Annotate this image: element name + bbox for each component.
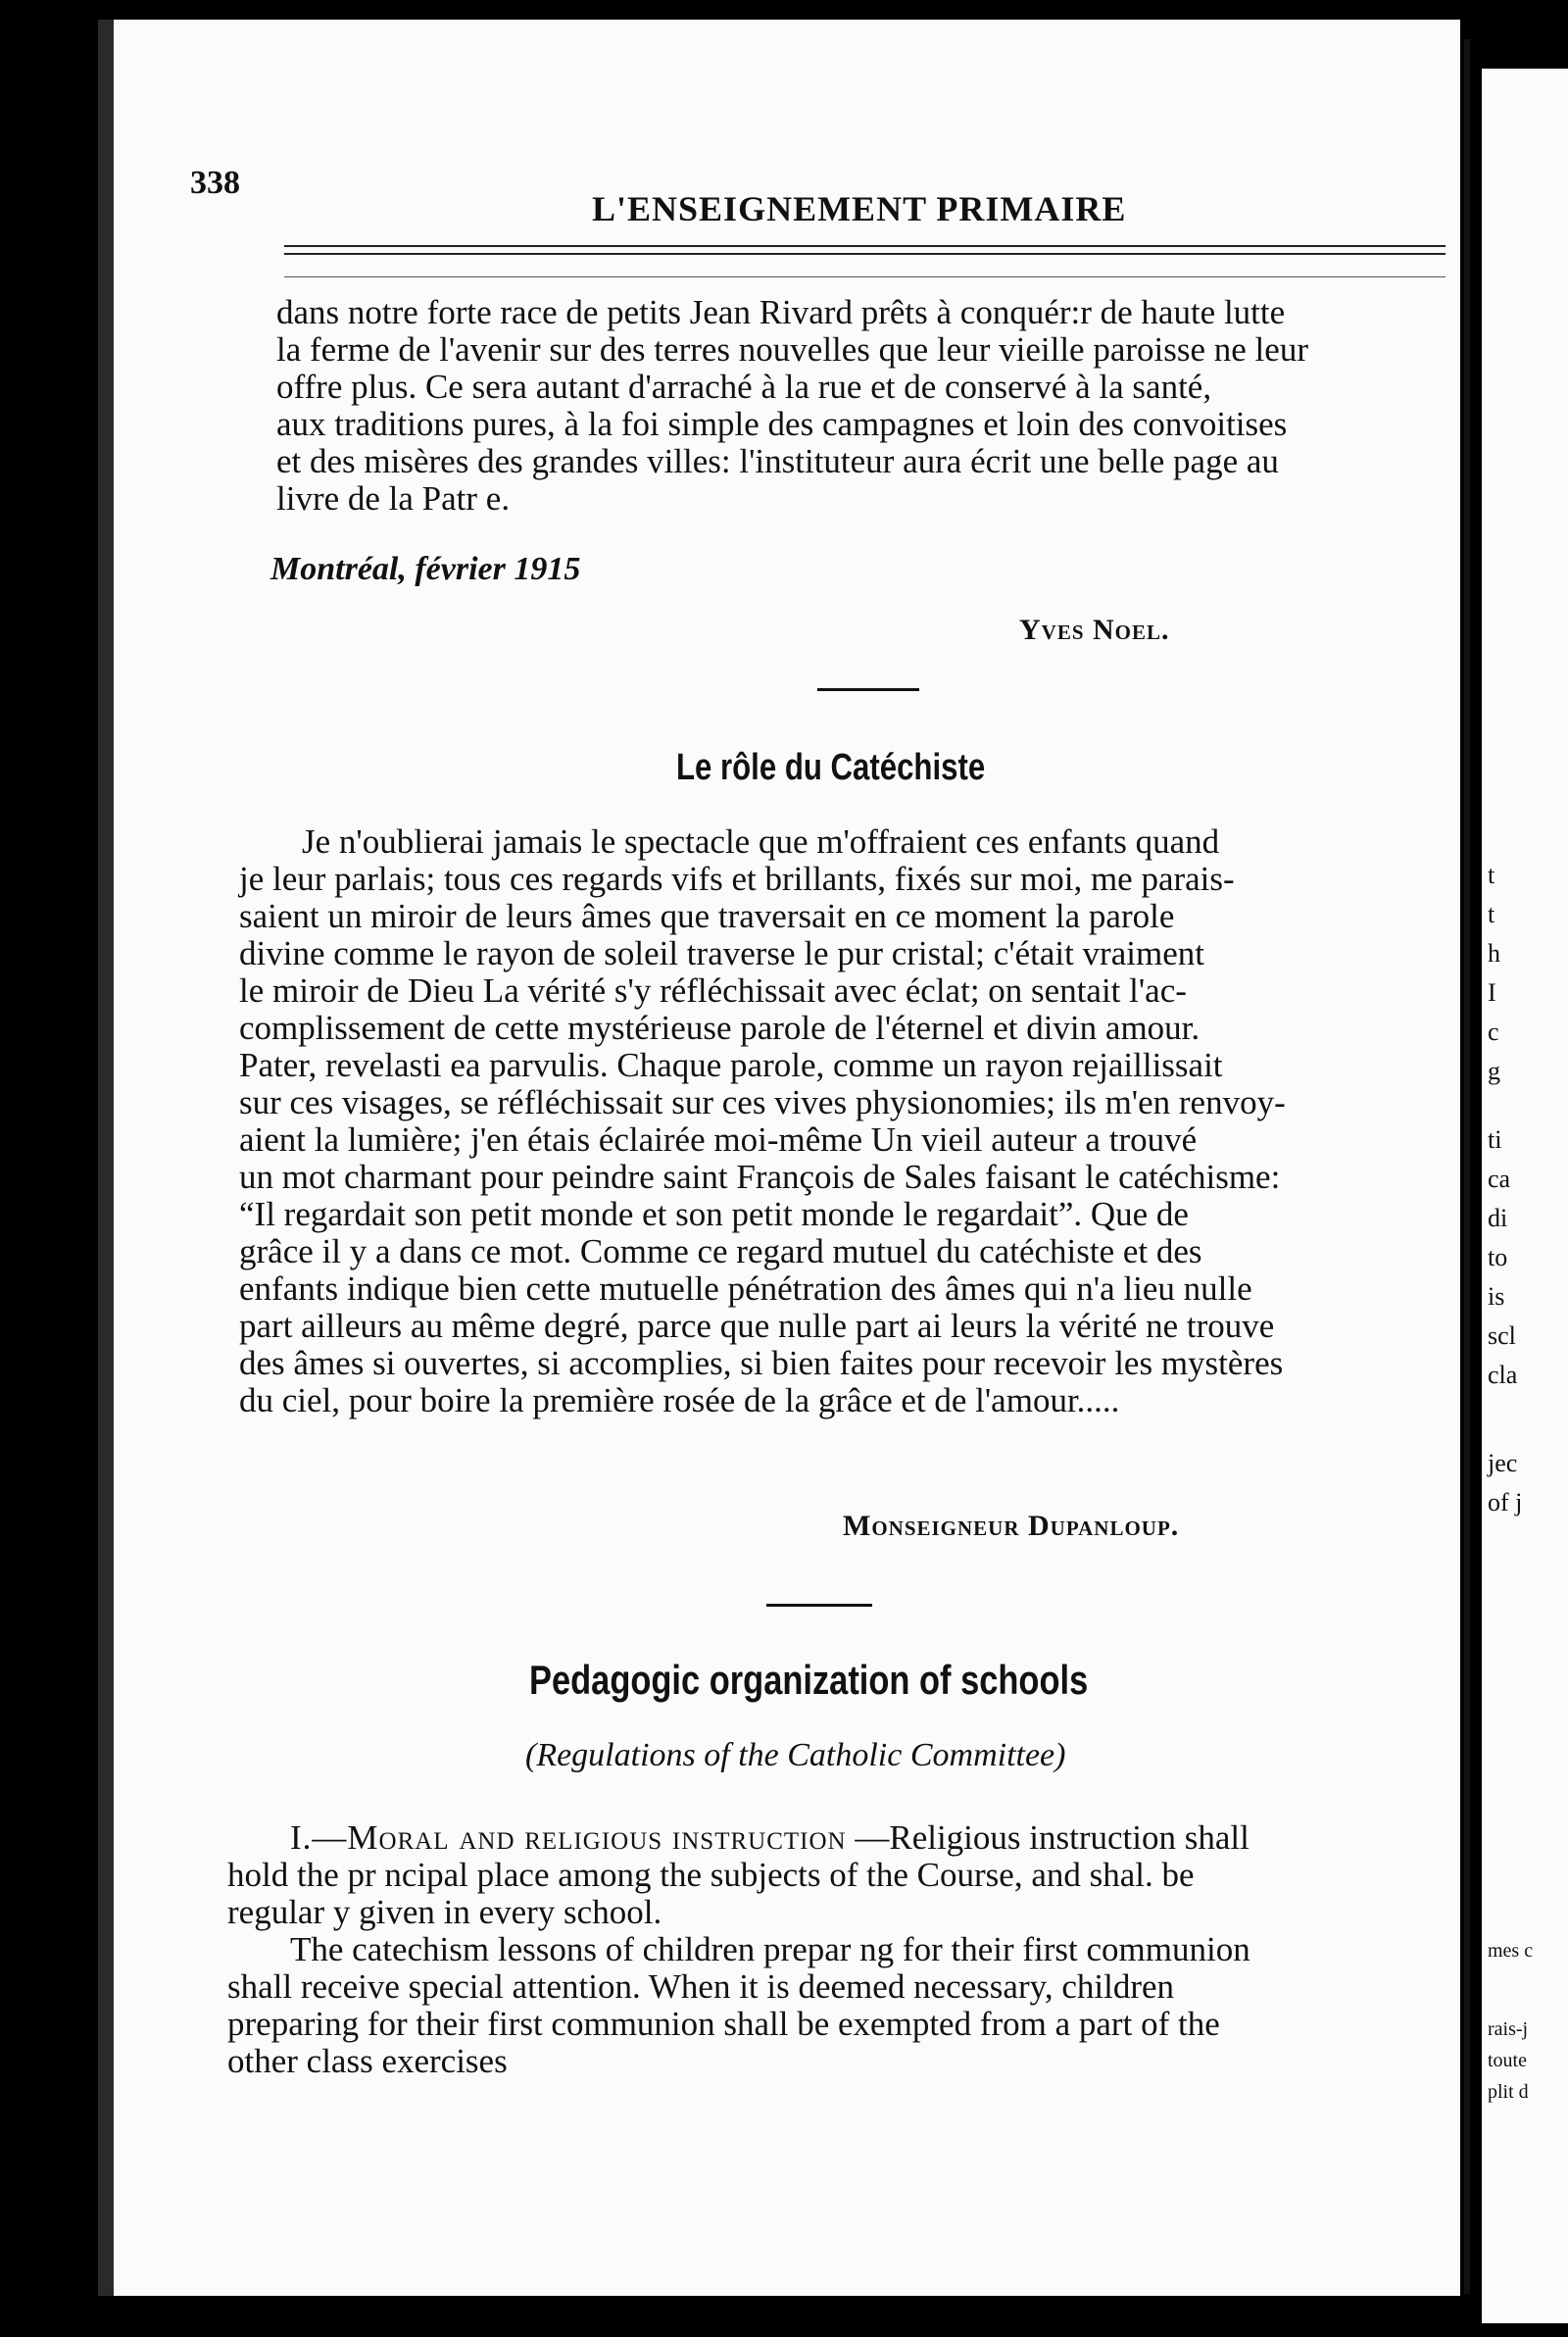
facing-fragment: rais-j: [1488, 2018, 1529, 2040]
dateline: Montréal, février 1915: [270, 551, 581, 587]
facing-page-strip: [1482, 69, 1568, 2323]
section-body: [239, 823, 1425, 1419]
facing-fragment: h: [1488, 939, 1500, 968]
facing-fragment: plit d: [1488, 2081, 1529, 2103]
text-line: divine comme le rayon de soleil traverse le pur cristal; c'était vraiment: [239, 934, 1204, 972]
text-line: livre de la Patr e.: [276, 479, 511, 518]
header-rule: [284, 276, 1446, 277]
clause-heading: I.—Moral and religious instruction: [290, 1818, 847, 1857]
facing-fragment: scl: [1488, 1321, 1516, 1350]
text-line: preparing for their first communion shall be exempted from a part of the: [227, 2005, 1220, 2043]
text-line: offre plus. Ce sera autant d'arraché à la rue et de conservé à la santé,: [276, 368, 1212, 406]
facing-fragment: ti: [1488, 1125, 1502, 1154]
header-rule: [284, 245, 1446, 247]
page-gutter: [1464, 39, 1470, 2294]
text-line: grâce il y a dans ce mot. Comme ce regard mutuel du catéchiste et des: [239, 1232, 1202, 1270]
text-line: The catechism lessons of children prepar ng for their first communion: [290, 1930, 1250, 1968]
section-body: [227, 1819, 1394, 2080]
text-line: Je n'oublierai jamais le spectacle que m'offraient ces enfants quand: [302, 822, 1220, 861]
text-line: other class exercises: [227, 2042, 508, 2080]
text-line: aient la lumière; j'en étais éclairée moi-même Un vieil auteur a trouvé: [239, 1120, 1198, 1159]
text-line: je leur parlais; tous ces regards vifs et brillants, fixés sur moi, me parais-: [239, 860, 1235, 898]
text-line: dans notre forte race de petits Jean Rivard prêts à conquér:r de haute lutte: [276, 293, 1286, 331]
facing-fragment: jec: [1488, 1449, 1518, 1477]
text-line: la ferme de l'avenir sur des terres nouvelles que leur vieille paroisse ne leur: [276, 330, 1308, 369]
text-line: aux traditions pures, à la foi simple des campagnes et loin des convoitises: [276, 405, 1288, 443]
text-line: hold the pr ncipal place among the subjects of the Course, and shal. be: [227, 1856, 1195, 1894]
facing-fragment: of j: [1488, 1488, 1523, 1517]
section-divider: [766, 1604, 872, 1607]
text-line: complissement de cette mystérieuse parole de l'éternel et divin amour.: [239, 1009, 1200, 1047]
text-line: “Il regardait son petit monde et son petit monde le regardait”. Que de: [239, 1195, 1189, 1233]
text-line: des âmes si ouvertes, si accomplies, si bien faites pour recevoir les mystères: [239, 1344, 1284, 1382]
text-line: sur ces visages, se réfléchissait sur ces vives physionomies; ils m'en renvoy-: [239, 1083, 1286, 1121]
facing-fragment: g: [1488, 1057, 1500, 1085]
text-line: regular y given in every school.: [227, 1893, 662, 1931]
facing-fragment: t: [1488, 861, 1495, 889]
text-line: [227, 1819, 1394, 1857]
facing-fragment: ca: [1488, 1165, 1511, 1193]
page-number: 338: [190, 165, 240, 201]
text-run: —Religious instruction shall: [846, 1818, 1250, 1857]
author-signature: Monseigneur Dupanloup.: [843, 1510, 1180, 1542]
facing-fragment: cla: [1488, 1361, 1518, 1389]
facing-fragment: c: [1488, 1018, 1499, 1046]
text-line: Pater, revelasti ea parvulis. Chaque parole, comme un rayon rejaillissait: [239, 1046, 1223, 1084]
journal-title: L'ENSEIGNEMENT PRIMAIRE: [592, 189, 1127, 228]
facing-fragment: mes c: [1488, 1940, 1534, 1962]
text-line: le miroir de Dieu La vérité s'y réfléchissait avec éclat; on sentait l'ac-: [239, 971, 1187, 1010]
section-title: Le rôle du Catéchiste: [676, 747, 986, 788]
text-line: du ciel, pour boire la première rosée de la grâce et de l'amour.....: [239, 1381, 1120, 1419]
intro-paragraph: [276, 294, 1443, 518]
header-rule: [284, 253, 1446, 255]
author-signature: Yves Noel.: [1019, 614, 1170, 646]
text-line: part ailleurs au même degré, parce que nulle part ai leurs la vérité ne trouve: [239, 1307, 1275, 1345]
text-line: et des misères des grandes villes: l'instituteur aura écrit une belle page au: [276, 442, 1279, 480]
facing-fragment: to: [1488, 1243, 1508, 1271]
facing-fragment: t: [1488, 900, 1495, 928]
section-title: Pedagogic organization of schools: [529, 1657, 1089, 1703]
facing-fragment: toute: [1488, 2050, 1527, 2071]
text-line: un mot charmant pour peindre saint François de Sales faisant le catéchisme:: [239, 1158, 1281, 1196]
text-line: saient un miroir de leurs âmes que traversait en ce moment la parole: [239, 897, 1175, 935]
facing-fragment: is: [1488, 1282, 1505, 1311]
section-divider: [817, 688, 919, 691]
facing-fragment: I: [1488, 978, 1496, 1007]
facing-fragment: di: [1488, 1204, 1508, 1232]
text-line: enfants indique bien cette mutuelle pénétration des âmes qui n'a lieu nulle: [239, 1269, 1252, 1308]
running-head: [190, 165, 1376, 228]
text-line: shall receive special attention. When it is deemed necessary, children: [227, 1967, 1175, 2006]
section-subtitle: (Regulations of the Catholic Committee): [525, 1737, 1066, 1773]
